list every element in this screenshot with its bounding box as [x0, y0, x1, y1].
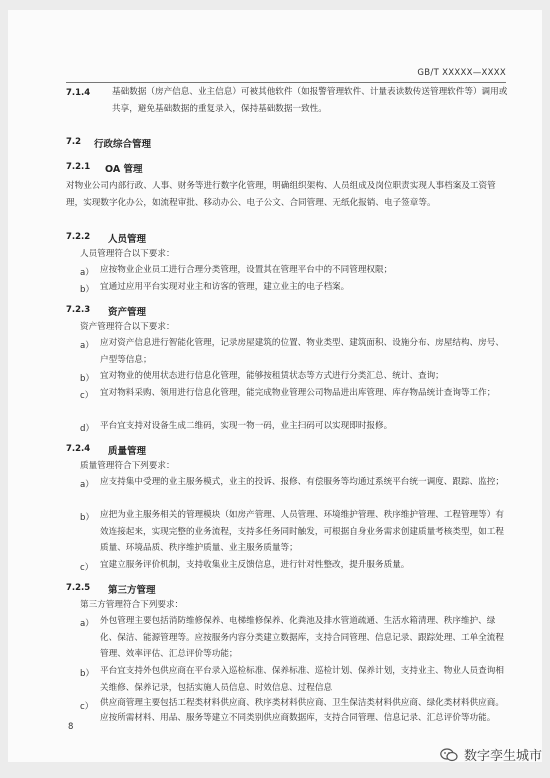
- list-item: 宜建立服务评价机制，支持收集业主反馈信息，进行针对性整改，提升服务质量。: [100, 560, 410, 570]
- clause-title-7-2-4: 质量管理: [108, 446, 147, 457]
- clause-number-7-1-4: 7.1.4: [66, 88, 91, 98]
- clause-number-7-2-5: 7.2.5: [66, 583, 91, 593]
- clause-intro-7-2-2: 人员管理符合以下要求：: [80, 249, 175, 259]
- list-item: 应支持集中受理的业主服务模式，业主的投诉、报修、有偿服务等均通过系统平台统一调度、跟踪、监控；: [100, 477, 504, 487]
- list-item: 宜通过应用平台实现对业主和访客的管理，建立业主的电子档案。: [100, 282, 350, 292]
- clause-intro-7-2-5: 第三方管理符合下列要求：: [80, 600, 184, 610]
- list-marker: b）: [80, 669, 95, 679]
- list-item: 应按物业企业员工进行合理分类管理，设置其在管理平台中的不同管理权限；: [100, 265, 393, 275]
- list-marker: b）: [80, 374, 95, 384]
- list-item: 外包管理主要包括消防维修保养、电梯维修保养、化粪池及排水管道疏通、生活水箱清理、秩序维护、绿化、保洁、能源管理等。应按服务内容分类建立数据库，支持合同管理、信息记录、跟踪处理、工单全流程管理、效率评估、汇总评价等功能；: [100, 616, 504, 659]
- list-marker: a）: [80, 268, 94, 278]
- document-page: [8, 10, 542, 762]
- section-title-7-2: 行政综合管理: [94, 139, 152, 150]
- list-item: 平台宜支持对设备生成二维码，实现一物一码，业主扫码可以实现即时报修。: [100, 421, 393, 431]
- wechat-icon: [440, 748, 458, 762]
- header-rule: [66, 82, 506, 83]
- list-marker: a）: [80, 619, 94, 629]
- list-item: 应对资产信息进行智能化管理，记录房屋建筑的位置、物业类型、建筑面积、设施分布、房屋结构、房号、户型等信息；: [100, 338, 504, 365]
- list-item: 应把为业主服务相关的管理模块（如房产管理、人员管理、环境维护管理、秩序维护管理、工程管理等）有效连接起来，实现完整的业务流程，支持多任务同时触发，可根据自身业务需求创建质量考核类型，如工程质量、环境品质、秩序维护质量、业主服务质量等；: [100, 510, 504, 553]
- list-marker: a）: [80, 480, 94, 490]
- clause-title-7-2-5: 第三方管理: [108, 585, 156, 596]
- clause-text-7-2-1: 对物业公司内部行政、人事、财务等进行数字化管理，明确组织架构、人员组成及岗位职责实现人事档案及工资管理，实现数字化办公，如流程审批、移动办公、电子公文、合同管理、无纸化报销、电子签章等。: [66, 181, 496, 208]
- clause-title-7-2-1: OA 管理: [105, 164, 143, 175]
- clause-intro-7-2-3: 资产管理符合以下要求：: [80, 322, 175, 332]
- watermark-text: 数字孪生城市: [463, 749, 542, 764]
- list-item: 供应商管理主要包括工程类材料供应商、秩序类材料供应商、卫生保洁类材料供应商、绿化类材料供应商。应按所需材料、用品、服务等建立不同类别供应商数据库，支持合同管理、信息记录、汇总评价等功能。: [100, 698, 504, 723]
- list-marker: c）: [80, 563, 94, 573]
- clause-number-7-2-1: 7.2.1: [66, 162, 91, 172]
- clause-number-7-2-2: 7.2.2: [66, 232, 91, 242]
- list-marker: a）: [80, 341, 94, 351]
- list-item: 平台宜支持外包供应商在平台录入巡检标准、保养标准、巡检计划、保养计划，支持业主、物业人员查询相关维修、保养记录，包括实施人员信息、时效信息、过程信息: [100, 666, 504, 693]
- page-number: 8: [68, 722, 74, 732]
- clause-title-7-2-3: 资产管理: [108, 307, 147, 318]
- list-marker: d）: [80, 424, 95, 434]
- list-item: 宜对物料采购、领用进行信息化管理，能完成物业管理公司物品进出库管理、库存物品统计查询等工作；: [100, 388, 496, 398]
- standard-code: GB/T XXXXX—XXXX: [417, 68, 506, 78]
- clause-text-7-1-4: 基础数据（房产信息、业主信息）可被其他软件（如报警管理软件、计量表读数传送管理软件等）调用或共享，避免基础数据的重复录入，保持基础数据一致性。: [112, 87, 508, 114]
- watermark: [440, 745, 542, 764]
- list-marker: c）: [80, 702, 94, 712]
- list-marker: b）: [80, 285, 95, 295]
- clause-intro-7-2-4: 质量管理符合下列要求：: [80, 461, 175, 471]
- list-marker: c）: [80, 391, 94, 401]
- list-marker: b）: [80, 513, 95, 523]
- list-item: 宜对物业的使用状态进行信息化管理，能够按租赁状态等方式进行分类汇总、统计、查询；: [100, 371, 444, 381]
- clause-number-7-2-3: 7.2.3: [66, 305, 91, 315]
- clause-title-7-2-2: 人员管理: [108, 234, 147, 245]
- section-number-7-2: 7.2: [66, 137, 82, 147]
- clause-number-7-2-4: 7.2.4: [66, 444, 91, 454]
